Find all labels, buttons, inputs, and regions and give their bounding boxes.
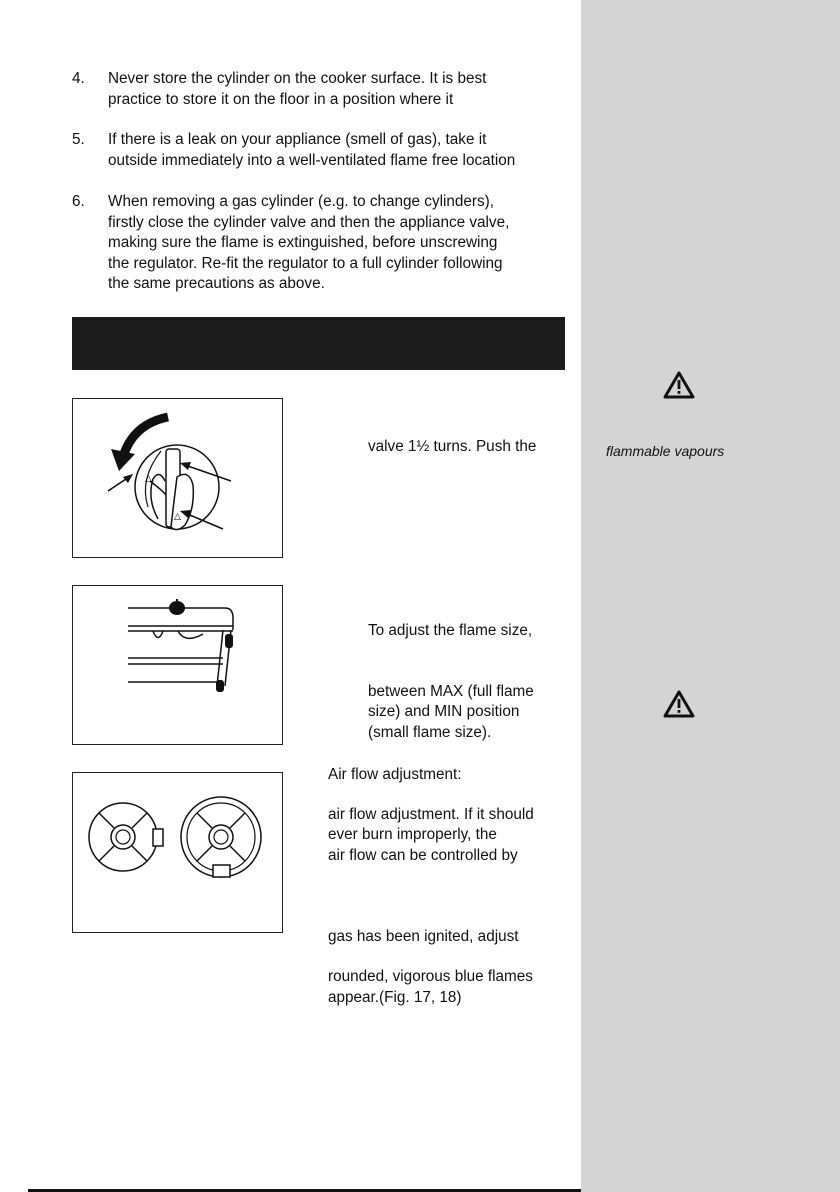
- list-line: the regulator. Re-fit the regulator to a full cylinder following: [108, 254, 503, 272]
- figure-knob-turn: [72, 398, 283, 558]
- list-line: the same precautions as above.: [108, 275, 325, 293]
- list-line: practice to store it on the floor in a position where it: [108, 90, 454, 108]
- warning-triangle-icon: [663, 371, 695, 399]
- air-shutter-illustration: [73, 773, 282, 932]
- air-flow-heading: Air flow adjustment:: [328, 766, 462, 783]
- warning-triangle-icon: [663, 690, 695, 718]
- air-flow-line: ever burn improperly, the: [328, 826, 497, 843]
- air-flow-line: rounded, vigorous blue flames: [328, 968, 533, 985]
- figure-air-shutter: [72, 772, 283, 933]
- list-number: 6.: [72, 193, 85, 210]
- list-line: making sure the flame is extinguished, before unscrewing: [108, 234, 498, 252]
- air-flow-line: air flow can be controlled by: [328, 847, 518, 864]
- fig2-instruction-line: between MAX (full flame: [368, 683, 534, 700]
- list-number: 5.: [72, 131, 85, 148]
- sidebar-note: flammable vapours: [606, 443, 725, 459]
- svg-text:△: △: [174, 512, 181, 522]
- list-line: firstly close the cylinder valve and then the appliance valve,: [108, 213, 510, 231]
- fig1-instruction: valve 1½ turns. Push the: [368, 438, 537, 455]
- list-line: outside immediately into a well-ventilated flame free location: [108, 151, 516, 169]
- list-line: Never store the cylinder on the cooker surface. It is best: [108, 70, 487, 87]
- knob-turn-illustration: [73, 399, 282, 557]
- section-header-bar: [72, 317, 565, 370]
- air-flow-line: gas has been ignited, adjust: [328, 928, 519, 945]
- fig2-instruction-line: (small flame size).: [368, 724, 492, 741]
- list-line: When removing a gas cylinder (e.g. to change cylinders),: [108, 193, 495, 210]
- svg-text:△: △: [145, 474, 152, 484]
- fig2-instruction-line: To adjust the flame size,: [368, 622, 533, 639]
- air-flow-line: appear.(Fig. 17, 18): [328, 989, 462, 1006]
- list-number: 4.: [72, 70, 85, 87]
- list-line: If there is a leak on your appliance (smell of gas), take it: [108, 131, 487, 148]
- burner-side-illustration: [73, 586, 282, 744]
- air-flow-line: air flow adjustment. If it should: [328, 806, 534, 823]
- figure-burner-side: [72, 585, 283, 745]
- fig2-instruction-line: size) and MIN position: [368, 703, 520, 720]
- sidebar-panel: [581, 0, 840, 1192]
